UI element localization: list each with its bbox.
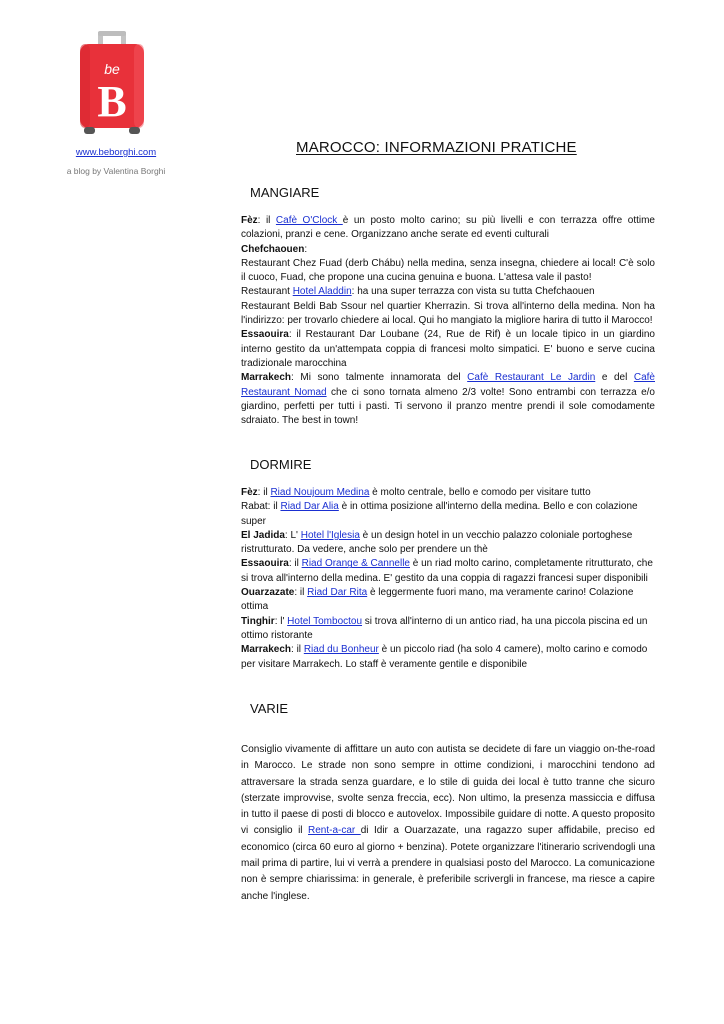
place-label: El Jadida: [241, 529, 285, 541]
tagline: a blog by Valentina Borghi: [66, 166, 166, 176]
site-link[interactable]: www.beborghi.com: [75, 147, 157, 158]
entry-essaouira-eat: Essaouira: il Restaurant Dar Loubane (24, Rue de Rif) è un locale tipico in un giardino interno gestito da un'attempata coppia di francesi molto simpatici. E' buono e serve cucina tradizionale marocchina: [241, 329, 655, 369]
link-hotel-iglesia[interactable]: Hotel l'Iglesia: [300, 529, 360, 541]
entry-rabat-sleep: Rabat: il Riad Dar Alia è in ottima posizione all'interno della medina. Bello e con colazione super: [241, 501, 638, 527]
varie-paragraph: Consiglio vivamente di affittare un auto con autista se decidete di fare un viaggio on-the-road in Marocco. Le strade non sono sempre in ottime condizioni, i marocchini tendono ad attraversare la strada senza guardare, e lo stile di guida dei local è tutto tranne che sicuro (sterzate improvvise, svolte senza freccia, ecc). Non ultimo, la presenza massiccia e diffusa in tutto il paese di posti di blocco e autovelox. Impossibile guidare di notte. A questo proposito vi consiglio il Rent-a-car di Idir a Ouarzazate, una ragazzo super affidabile, preciso ed economico (circa 60 euro al giorno + benzina). Potete organizzare l'itinerario scrivendogli una mail prima di partire, lui vi verrà a prendere in qualsiasi posto del Marocco. La comunicazione non è sempre chiarissima: in generale, è preferibile scrivergli in francese, ma riesce a capire anche l'inglese.: [241, 744, 655, 902]
logo-text-be: be: [104, 61, 120, 77]
entry-marrakech-sleep: Marrakech: il Riad du Bonheur è un piccolo riad (ha solo 4 camere), molto carino e comodo per visitare Marrakech. Lo staff è veramente gentile e disponibile: [241, 644, 648, 670]
logo-text-b: B: [97, 77, 127, 126]
section-varie: [241, 742, 655, 905]
link-hotel-tomboctou[interactable]: Hotel Tomboctou: [287, 615, 363, 627]
section-mangiare: [241, 214, 655, 428]
entry-beldi-bab-ssour: Restaurant Beldi Bab Ssour nel quartier Kherrazin. Si trova all'interno della medina. Non ha l'indirizzo: per trovarlo chiedere ai local. Qui ho mangiato la migliore harira di tutto il Marocco!: [241, 300, 655, 327]
entry-hotel-aladdin: Restaurant Hotel Aladdin: ha una super terrazza con vista su tutta Chefchaouen: [241, 286, 595, 298]
link-nomad[interactable]: Cafè Restaurant Nomad: [241, 372, 655, 398]
place-label: Tinghir: [241, 615, 275, 627]
entry-chefchaouen-label: Chefchaouen:: [241, 243, 308, 255]
place-label: Chefchaouen: [241, 243, 305, 255]
link-riad-du-bonheur[interactable]: Riad du Bonheur: [303, 644, 379, 656]
page-title: MAROCCO: INFORMAZIONI PRATICHE: [296, 139, 577, 156]
entry-fez-sleep: Fèz: il Riad Noujoum Medina è molto centrale, bello e comodo per visitare tutto: [241, 487, 591, 498]
place-label: Fèz: [241, 487, 258, 498]
link-riad-noujoum[interactable]: Riad Noujoum Medina: [270, 487, 370, 498]
entry-tinghir-sleep: Tinghir: l' Hotel Tomboctou si trova all'interno di un antico riad, ha una piccola piscina ed un ottimo ristorante: [241, 615, 648, 641]
section-dormire: [241, 486, 655, 672]
entry-marrakech-eat: Marrakech: Mi sono talmente innamorata del Cafè Restaurant Le Jardin e del Cafè Restaurant Nomad che ci sono tornata almeno 2/3 volte! Sono entrambi con terrazza e/o giardino, perfetti per tutti i pasti. Ti servono il pranzo mentre prendi il sole comodamente sdraiato. The best in town!: [241, 372, 655, 427]
link-riad-dar-rita[interactable]: Riad Dar Rita: [307, 587, 368, 599]
link-le-jardin[interactable]: Cafè Restaurant Le Jardin: [467, 372, 596, 384]
link-cafe-oclock[interactable]: Cafè O'Clock: [275, 215, 343, 226]
link-riad-orange-cannelle[interactable]: Riad Orange & Cannelle: [301, 558, 410, 570]
place-label: Essaouira: [241, 558, 289, 570]
place-label: Fèz: [241, 215, 258, 226]
entry-fez-eat: Fèz: il Cafè O'Clock è un posto molto carino; su più livelli e con terrazza offre ottime colazioni, pranzi e cene. Organizzano anche serate ed eventi culturali: [241, 215, 655, 241]
entry-el-jadida-sleep: El Jadida: L' Hotel l'Iglesia è un design hotel in un vecchio palazzo coloniale portoghese ristrutturato. Da vedere, anche solo per prendere un thè: [241, 529, 633, 556]
place-label: Ouarzazate: [241, 587, 295, 599]
link-rent-a-car[interactable]: Rent-a-car: [308, 825, 361, 837]
entry-ouarzazate-sleep: Ouarzazate: il Riad Dar Rita è leggermente fuori mano, ma veramente carino! Colazione ottima: [241, 587, 634, 613]
section-heading-varie: VARIE: [250, 701, 289, 716]
place-label: Marrakech: [241, 372, 292, 384]
place-label: Marrakech: [241, 644, 292, 656]
entry-chez-fuad: Restaurant Chez Fuad (derb Chábu) nella medina, senza insegna, chiedere ai local! C'è solo il cuoco, Fuad, che propone una cucina genuina e buona. L'attesa vale il pasto!: [241, 257, 655, 284]
section-heading-mangiare: MANGIARE: [250, 185, 320, 200]
section-heading-dormire: DORMIRE: [250, 457, 312, 472]
place-label: Essaouira: [241, 329, 289, 341]
link-riad-dar-alia[interactable]: Riad Dar Alia: [280, 501, 339, 513]
entry-essaouira-sleep: Essaouira: il Riad Orange & Cannelle è un riad molto carino, completamente ritrutturato, che si trova all'interno della medina. E' gestito da una coppia di ragazzi francesi super disponibili: [241, 558, 653, 584]
suitcase-logo[interactable]: [74, 30, 150, 138]
link-hotel-aladdin[interactable]: Hotel Aladdin: [292, 286, 352, 298]
